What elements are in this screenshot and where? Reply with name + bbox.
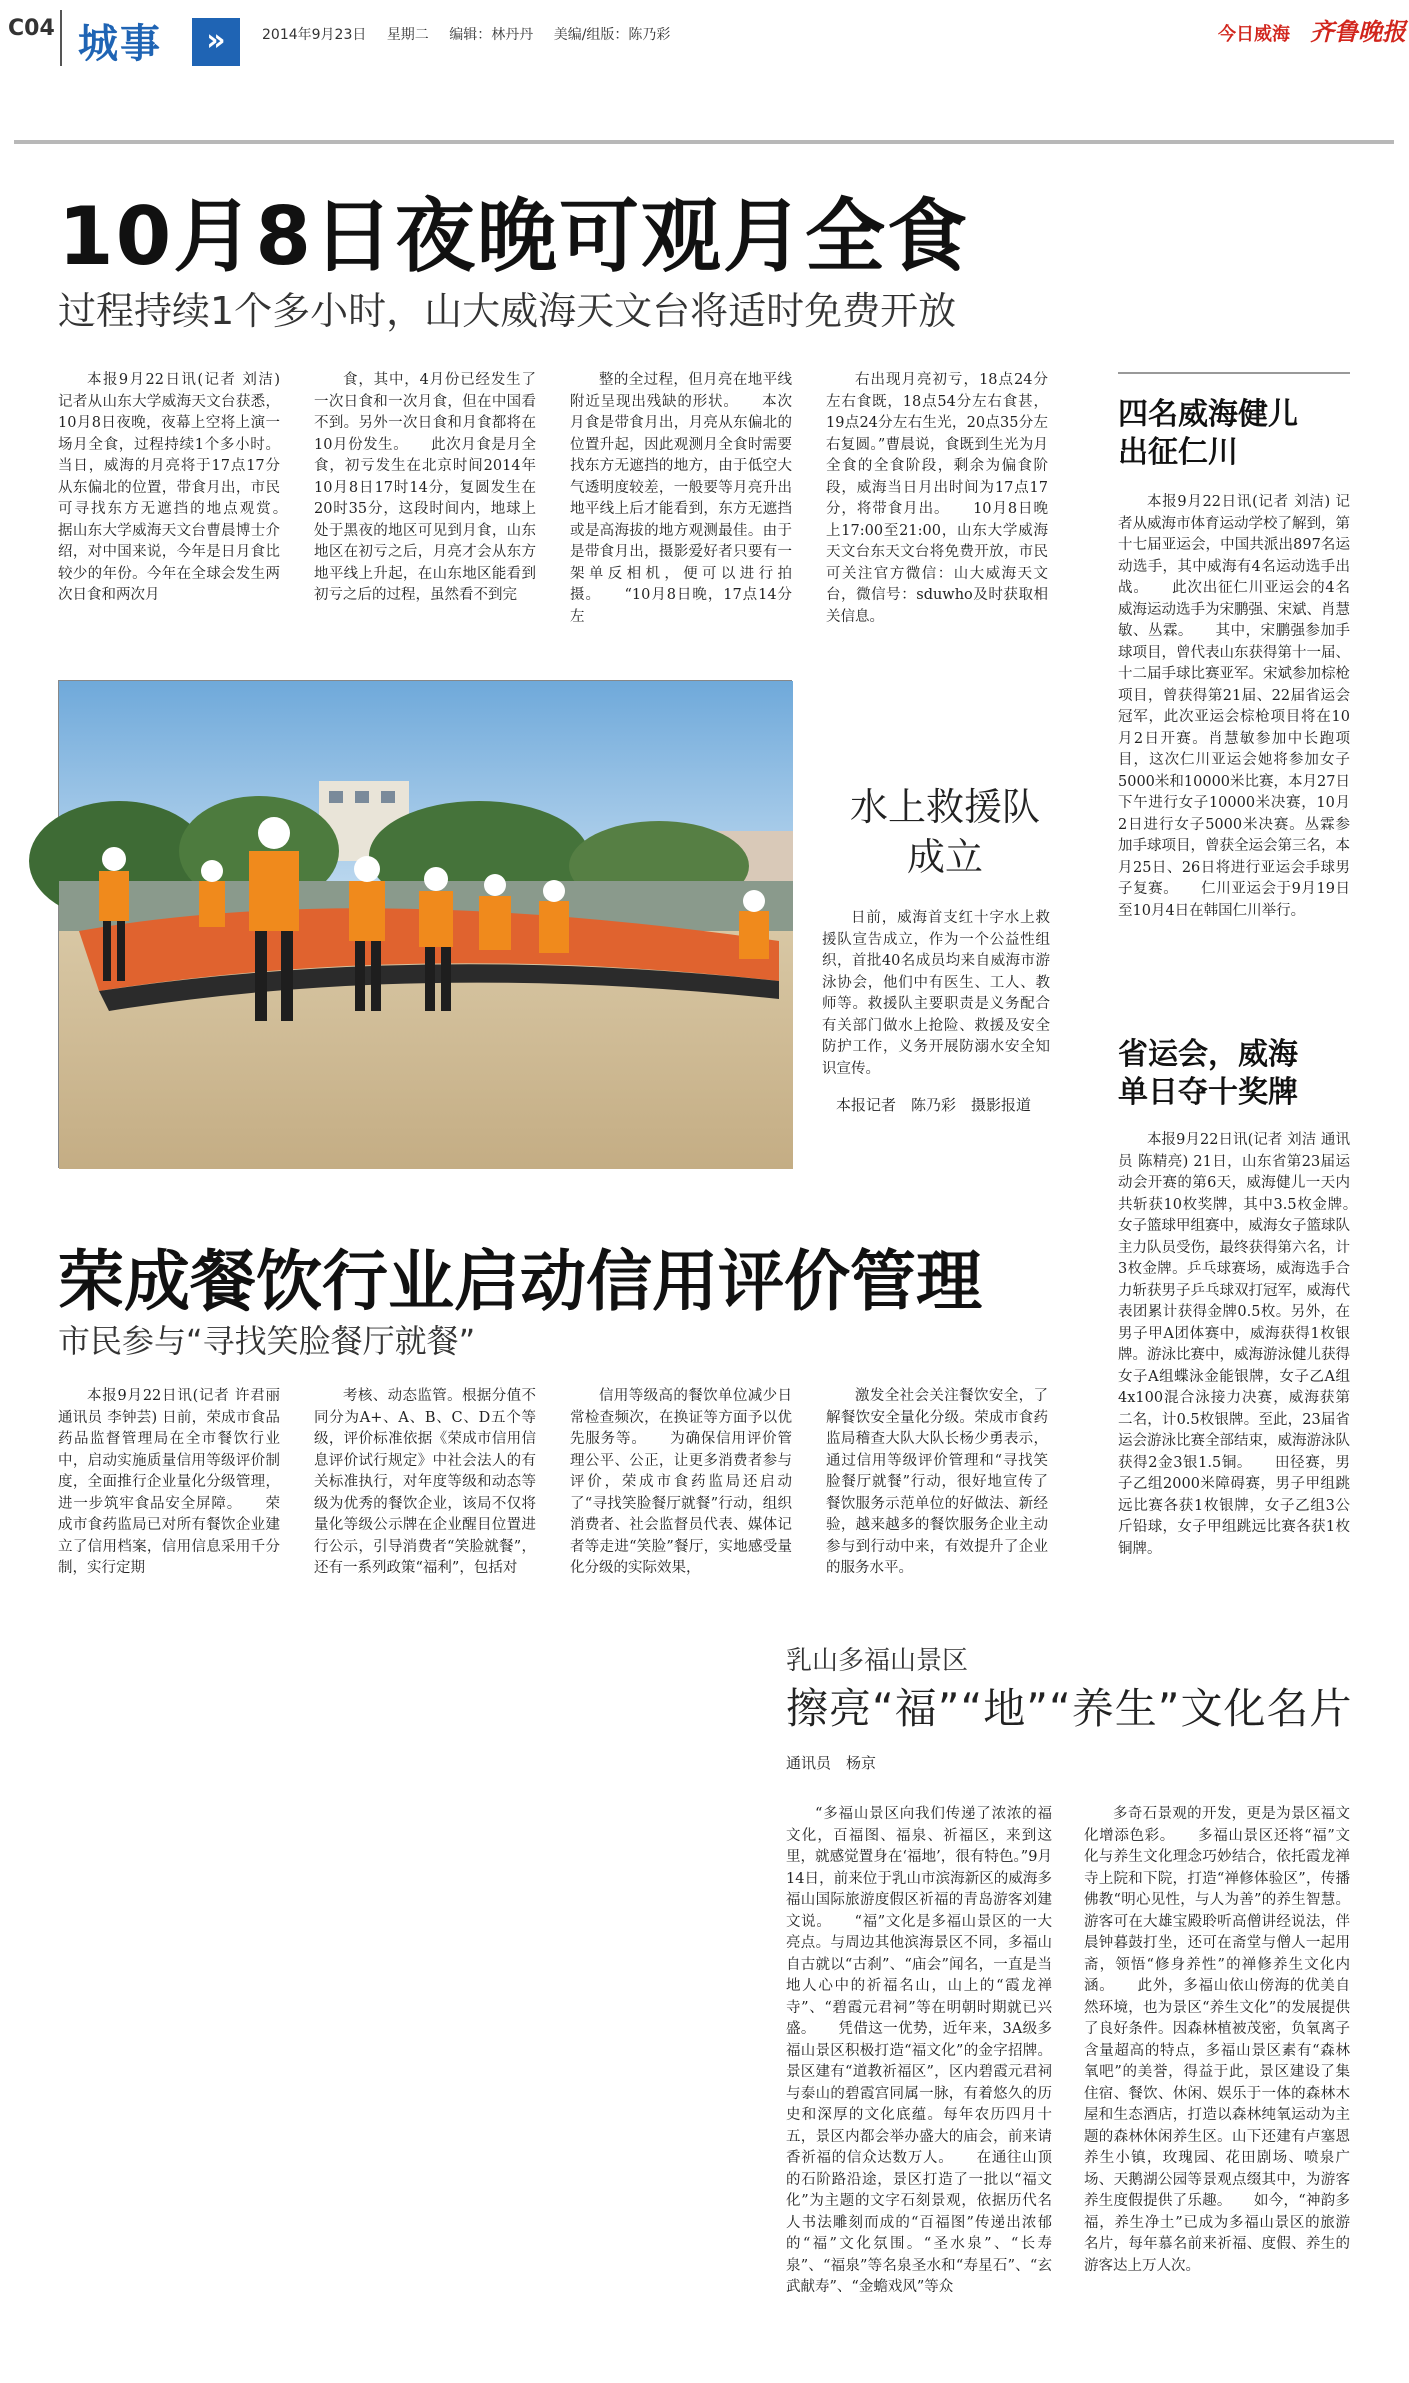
design-credit: 美编/组版：陈乃彩 [553, 27, 671, 43]
sidebar-story1-body: 本报9月22日讯(记者 刘洁) 记者从威海市体育运动学校了解到，第十七届亚运会，中国共派出897名运动选手，其中威海有4名运动选手出战。 此次出征仁川亚运会的4名威海运动选手为宋鹏强、宋斌、肖慧敏、丛霖。 其中，宋鹏强参加手球项目，曾代表山东获得第十一届、十二届手球比赛亚军。宋斌参加棕枪项目，曾获得第21届、22届省运会冠军，此次亚运会棕枪项目将在10月2日开赛。肖慧敏参加中长跑项目，这次仁川亚运会她将参加女子5000米和10000米比赛，本月27日下午进行女子10000米决赛，10月2日进行女子5000米决赛。丛霖参加手球项目，曾获全运会第三名，本月25日、26日将进行亚运会手球男子复赛。 仁川亚运会于9月19日至10月4日在韩国仁川举行。 [1118, 494, 1350, 919]
feature-column-2: 多奇石景观的开发，更是为景区福文化增添色彩。 多福山景区还将“福”文化与养生文化理念巧妙结合，依托霞龙禅寺上院和下院，打造“禅修体验区”，传播佛教“明心见性，与人为善”的养生智慧。游客可在大雄宝殿聆听高僧讲经说法，伴晨钟暮鼓打坐，还可在斋堂与僧人一起用斋，领悟“修身养性”的禅修养生文化内涵。 此外，多福山依山傍海的优美自然环境，也为景区“养生文化”的发展提供了良好条件。因森林植被茂密，负氧离子含量超高的特点，多福山景区素有“森林氧吧”的美誉，得益于此，景区建设了集住宿、餐饮、休闲、娱乐于一体的森林木屋和生态酒店，打造以森林纯氧运动为主题的森林休闲养生区。山下还建有卢塞恩养生小镇，玫瑰园、花田剧场、喷泉广场、天鹅湖公园等景观点缀其中，为游客养生度假提供了乐趣。 如今，“神韵多福，养生净土”已成为多福山景区的旅游名片，每年慕名前来祈福、度假、养生的游客达上万人次。 [1084, 1806, 1350, 2274]
newspaper-logo: 齐鲁晚报 [1310, 18, 1406, 46]
sidebar-top-rule [1118, 372, 1350, 374]
story1-subheadline: 过程持续1个多小时，山大威海天文台将适时免费开放 [58, 289, 957, 333]
sidebar-story1-headline: 四名威海健儿 出征仁川 [1118, 397, 1298, 470]
story1-headline: 10月8日夜晚可观月全食 [58, 190, 969, 283]
story2-column-1: 本报9月22日讯(记者 许君丽 通讯员 李钟芸) 日前，荣成市食品药品监督管理局在全市餐饮行业中，启动实施质量信用等级评价制度，全面推行企业量化分级管理，进一步筑牢食品安全屏障。 荣成市食药监局已对所有餐饮企业建立了信用档案，信用信息采用千分制，实行定期 [58, 1388, 280, 1576]
channel-name: 今日威海 [1218, 24, 1290, 45]
feature-headline: 擦亮“福”“地”“养生”文化名片 [786, 1684, 1353, 1733]
story1-column-1: 本报9月22日讯(记者 刘洁) 记者从山东大学威海天文台获悉，10月8日夜晚，夜幕上空将上演一场月全食，过程持续1个多小时。当日，威海的月亮将于17点17分从东偏北的位置，带食月出，市民可寻找东方无遮挡的地点观赏。 据山东大学威海天文台曹晨博士介绍，对中国来说，今年是日月食比较少的年份。今年在全球会发生两次日食和两次月 [58, 372, 309, 603]
section-title: 城事 [78, 21, 162, 67]
page-number: C04 [8, 16, 55, 41]
header-meta [262, 24, 686, 44]
story2-column-3: 信用等级高的餐饮单位减少日常检查频次，在换证等方面予以优先服务等。 为确保信用评价管理公平、公正，让更多消费者参与评价，荣成市食药监局还启动了“寻找笑脸餐厅就餐”行动，组织消费者、社会监督员代表、媒体记者等走进“笑脸”餐厅，实地感受量化分级的实际效果， [570, 1388, 792, 1576]
photo-caption-body: 日前，威海首支红十字水上救援队宣告成立，作为一个公益性组织，首批40名成员均来自威海市游泳协会，他们中有医生、工人、教师等。救援队主要职责是义务配合有关部门做水上抢险、救援及安全防护工作，义务开展防溺水安全知识宣传。 [822, 910, 1050, 1077]
sidebar-story2-headline: 省运会，威海 单日夺十奖牌 [1118, 1037, 1298, 1110]
story1-column-3: 整的全过程，但月亮在地平线附近呈现出残缺的形状。 本次月食是带食月出，月亮从东偏北的位置升起，因此观测月全食时需要找东方无遮挡的地方，由于低空大气透明度较差，一般要等月亮升出地平线上后才能看到，东方无遮挡或是高海拔的地方观测最佳。由于是带食月出，摄影爱好者只要有一架单反相机，便可以进行拍摄。 “10月8日晚，17点14分左 [570, 372, 792, 625]
header-divider [60, 10, 62, 66]
photo-caption-title: 水上救援队 成立 [849, 785, 1040, 879]
header-rule [14, 140, 1394, 144]
story2-column-2: 考核、动态监管。根据分值不同分为A+、A、B、C、D五个等级，评价标准依据《荣成市信用信息评价试行规定》中社会法人的有关标准执行，对年度等级和动态等级为优秀的餐饮企业，该局不仅将量化等级公示牌在企业醒目位置进行公示，引导消费者“笑脸就餐”，还有一系列政策“福利”，包括对 [314, 1388, 536, 1576]
story1-column-2: 食，其中，4月份已经发生了一次日食和一次月食，但在中国看不到。另外一次日食和月食都将在10月份发生。 此次月食是月全食，初亏发生在北京时间2014年10月8日17时14分，复圆发生在20时35分，这段时间内，地球上处于黑夜的地区可见到月食，山东地区在初亏之后，月亮才会从东方地平线上升起，在山东地区能看到初亏之后的过程，虽然看不到完 [314, 372, 536, 603]
issue-weekday: 星期二 [386, 27, 429, 43]
rescue-team-photo-illustration [59, 681, 793, 1169]
story2-column-4: 激发全社会关注餐饮安全，了解餐饮安全量化分级。荣成市食药监局稽查大队大队长杨少勇表示，通过信用等级评价管理和“寻找笑脸餐厅就餐”行动，很好地宣传了餐饮服务示范单位的好做法、新经验，越来越多的餐饮服务企业主动参与到行动中来，有效提升了企业的服务水平。 [826, 1388, 1048, 1576]
sidebar-story2-body: 本报9月22日讯(记者 刘洁 通讯员 陈精亮) 21日，山东省第23届运动会开赛的第6天，威海健儿一天内共斩获10枚奖牌，其中3.5枚金牌。 女子篮球甲组赛中，威海女子篮球队主力队员受伤，最终获得第六名，计3枚金牌。乒乓球赛场，威海选手合力斩获男子乒乓球双打冠军，威海代表团累计获得金牌0.5枚。另外，在男子甲A团体赛中，威海获得1枚银牌。游泳比赛中，威海游泳健儿获得女子A组蝶泳金能银牌，女子乙A组4x100混合泳接力决赛，威海获第二名，计0.5枚银牌。至此，23届省运会游泳比赛全部结束，威海游泳队获得2金3银1.5铜。 田径赛，男子乙组2000米障碍赛，男子甲组跳远比赛各获1枚银牌，女子乙组3公斤铅球，女子甲组跳远比赛各获1枚铜牌。 [1118, 1132, 1379, 1557]
feature-column-1: “多福山景区向我们传递了浓浓的福文化，百福图、福泉、祈福区，来到这里，就感觉置身在‘福地’，很有特色。”9月14日，前来位于乳山市滨海新区的威海多福山国际旅游度假区祈福的青岛游客刘建文说。 “福”文化是多福山景区的一大亮点。与周边其他滨海景区不同，多福山自古就以“古刹”、“庙会”闻名，一直是当地人心中的祈福名山，山上的“霞龙禅寺”、“碧霞元君祠”等在明朝时期就已兴盛。 凭借这一优势，近年来，3A级多福山景区积极打造“福文化”的金字招牌。景区建有“道教祈福区”，区内碧霞元君祠与泰山的碧霞宫同属一脉，有着悠久的历史和深厚的文化底蕴。每年农历四月十五，景区内都会举办盛大的庙会，前来请香祈福的信众达数万人。 在通往山顶的石阶路沿途，景区打造了一批以“福文化”为主题的文字石刻景观，依据历代名人书法雕刻而成的“百福图”传递出浓郁的“福”文化氛围。“圣水泉”、“长寿泉”、“福泉”等名泉圣水和“寿星石”、“玄武献寿”、“金蟾戏风”等众 [786, 1806, 1052, 2295]
issue-date: 2014年9月23日 [262, 27, 367, 43]
editor-credit: 编辑：林丹丹 [449, 27, 534, 43]
feature-kicker: 乳山多福山景区 [786, 1646, 969, 1676]
photo-credit: 本报记者 陈乃彩 摄影报道 [836, 1096, 1032, 1114]
feature-byline: 通讯员 杨京 [786, 1754, 877, 1772]
story2-headline: 荣成餐饮行业启动信用评价管理 [58, 1243, 982, 1320]
story1-column-4: 右出现月亮初亏，18点24分左右食既，18点54分左右食甚，19点24分左右生光，20点35分左右复圆。”曹晨说，食既到生光为月全食的全食阶段，剩余为偏食阶段，威海当日月出时间为17点17分，将带食月出。 10月8日晚上17:00至21:00，山东大学威海天文台东天文台将免费开放，市民可关注官方微信：山大威海天文台，微信号：sduwho及时获取相关信息。 [826, 372, 1048, 625]
section-arrow-icon: » [192, 18, 240, 66]
rescue-team-photo [58, 680, 792, 1168]
story2-subheadline: 市民参与“寻找笑脸餐厅就餐” [58, 1322, 476, 1360]
